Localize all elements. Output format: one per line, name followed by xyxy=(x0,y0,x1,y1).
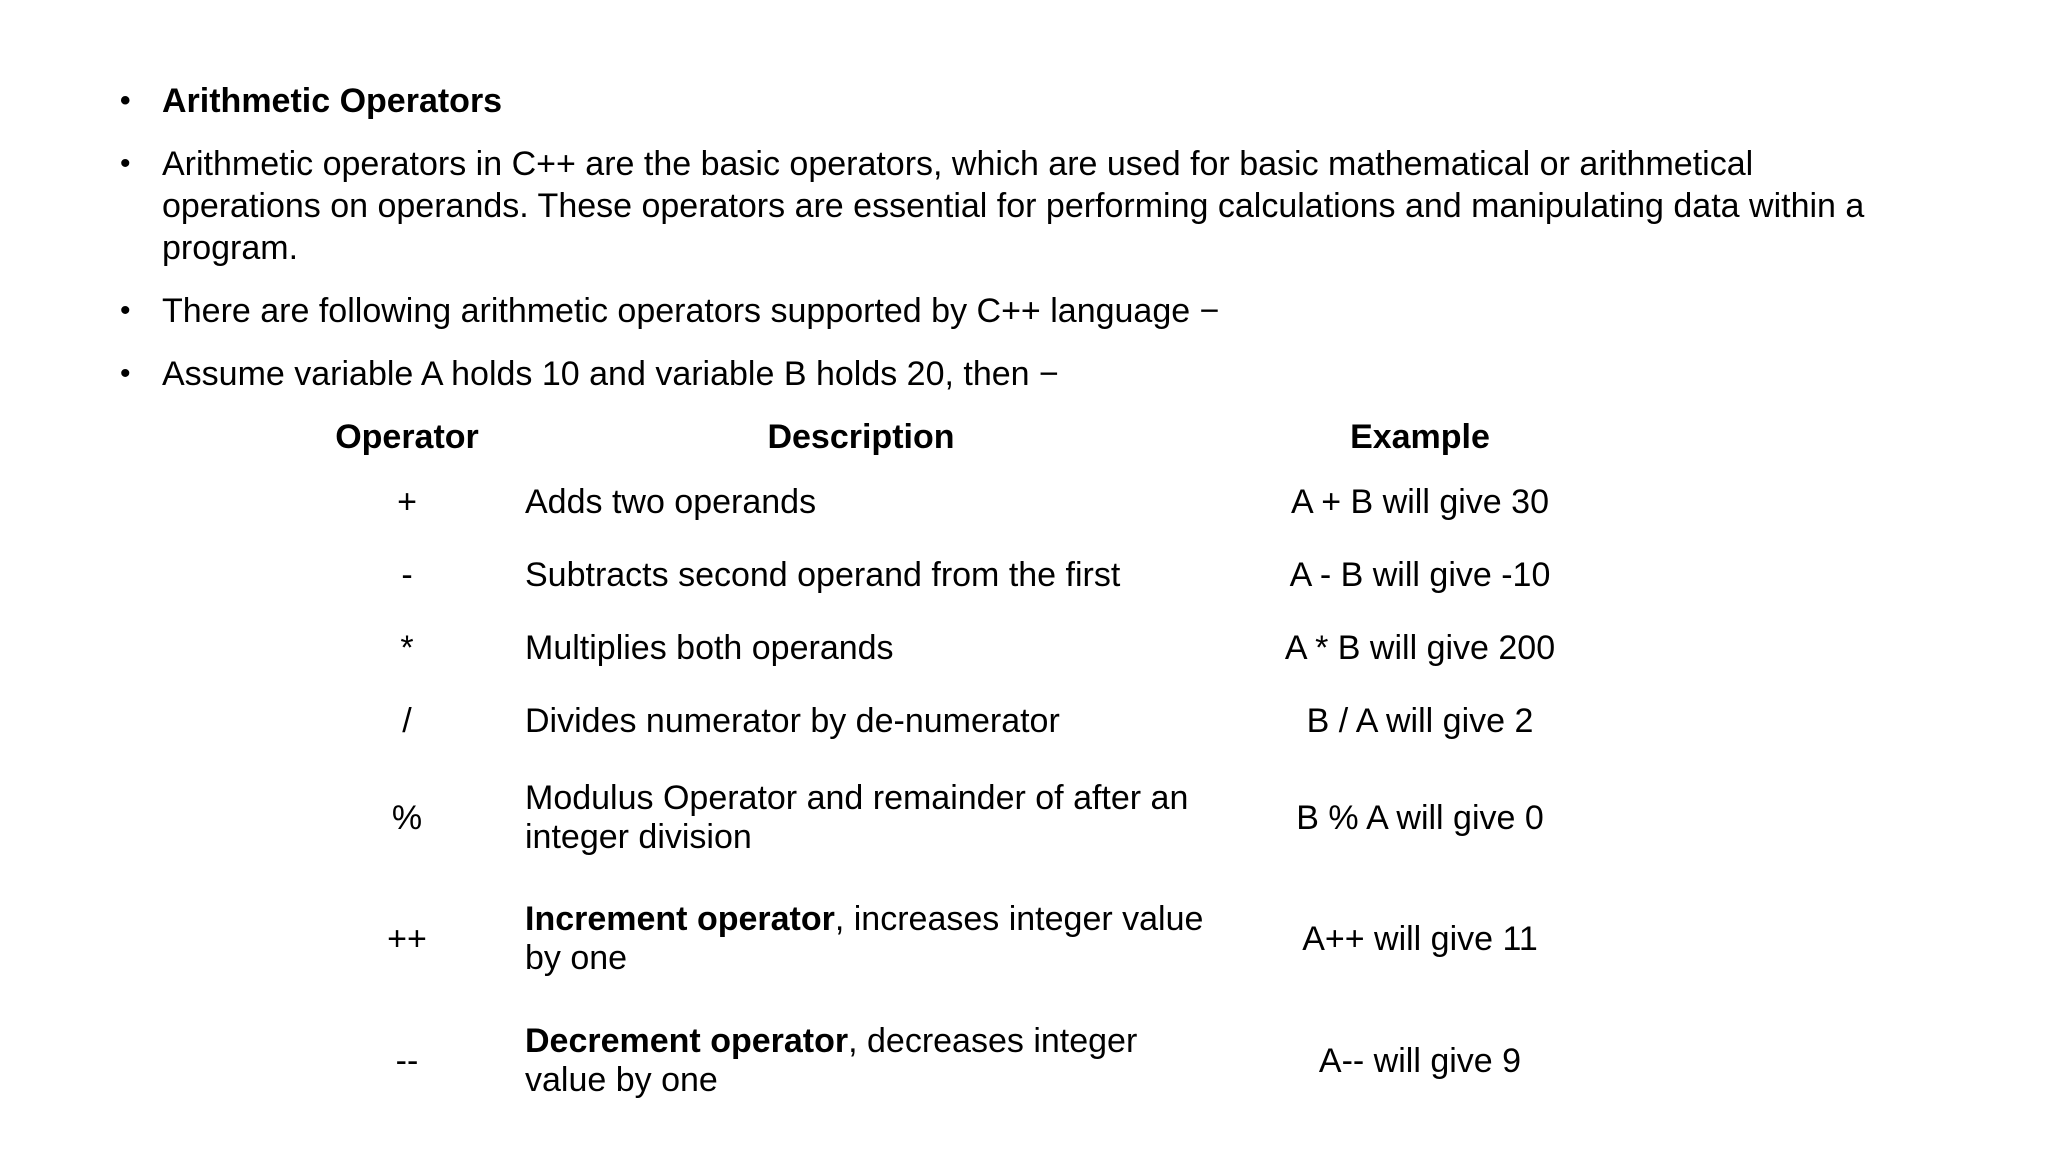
table-header-row xyxy=(307,408,1625,466)
example-cell: B % A will give 0 xyxy=(1296,798,1544,837)
operators-table xyxy=(307,408,1625,1122)
operator-cell: % xyxy=(391,798,423,837)
header-description: Description xyxy=(767,417,955,456)
example-cell: B / A will give 2 xyxy=(1306,702,1534,740)
description-bold-text: Increment operator xyxy=(525,900,835,938)
supported-operators-bullet: • There are following arithmetic operators supported by C++ language − xyxy=(120,290,1880,332)
operator-cell: + xyxy=(397,483,417,521)
operator-cell: -- xyxy=(395,1041,419,1080)
bullet-list xyxy=(120,80,1880,416)
table-row xyxy=(307,612,1625,685)
description-cell: Divides numerator by de-numerator xyxy=(525,702,1060,740)
example-cell: A + B will give 30 xyxy=(1291,483,1549,521)
example-cell: A - B will give -10 xyxy=(1289,556,1551,594)
description-cell: Modulus Operator and remainder of after an integer division xyxy=(525,779,1189,856)
header-example: Example xyxy=(1350,417,1490,456)
operator-cell: ++ xyxy=(387,919,427,958)
table-row xyxy=(307,1000,1625,1122)
operator-cell: - xyxy=(401,556,413,594)
description-rest-text: , decreases integer value by one xyxy=(525,1022,1138,1099)
slide-title-bullet: • Arithmetic Operators xyxy=(120,80,1880,122)
operator-cell: * xyxy=(400,629,414,667)
description-cell: Multiplies both operands xyxy=(525,629,894,667)
operator-cell: / xyxy=(402,702,412,740)
example-cell: A-- will give 9 xyxy=(1318,1041,1522,1080)
table-row xyxy=(307,539,1625,612)
description-cell xyxy=(507,878,1215,1000)
example-cell: A * B will give 200 xyxy=(1284,629,1556,667)
description-cell xyxy=(507,1000,1215,1122)
table-row xyxy=(307,466,1625,539)
description-cell: Subtracts second operand from the first xyxy=(525,556,1121,594)
assumption-bullet: • Assume variable A holds 10 and variable B holds 20, then − xyxy=(120,353,1880,395)
description-rest-text: , increases integer value by one xyxy=(525,900,1204,977)
table-row xyxy=(307,685,1625,758)
table-row xyxy=(307,758,1625,878)
description-cell: Adds two operands xyxy=(525,483,817,521)
header-operator: Operator xyxy=(335,417,479,456)
table-row xyxy=(307,878,1625,1000)
example-cell: A++ will give 11 xyxy=(1302,919,1538,958)
intro-bullet: • Arithmetic operators in C++ are the basic operators, which are used for basic mathematical or arithmetical operations on operands. These operators are essential for performing calculations and manipulating data within a program. xyxy=(120,143,1880,269)
description-bold-text: Decrement operator xyxy=(525,1022,849,1060)
